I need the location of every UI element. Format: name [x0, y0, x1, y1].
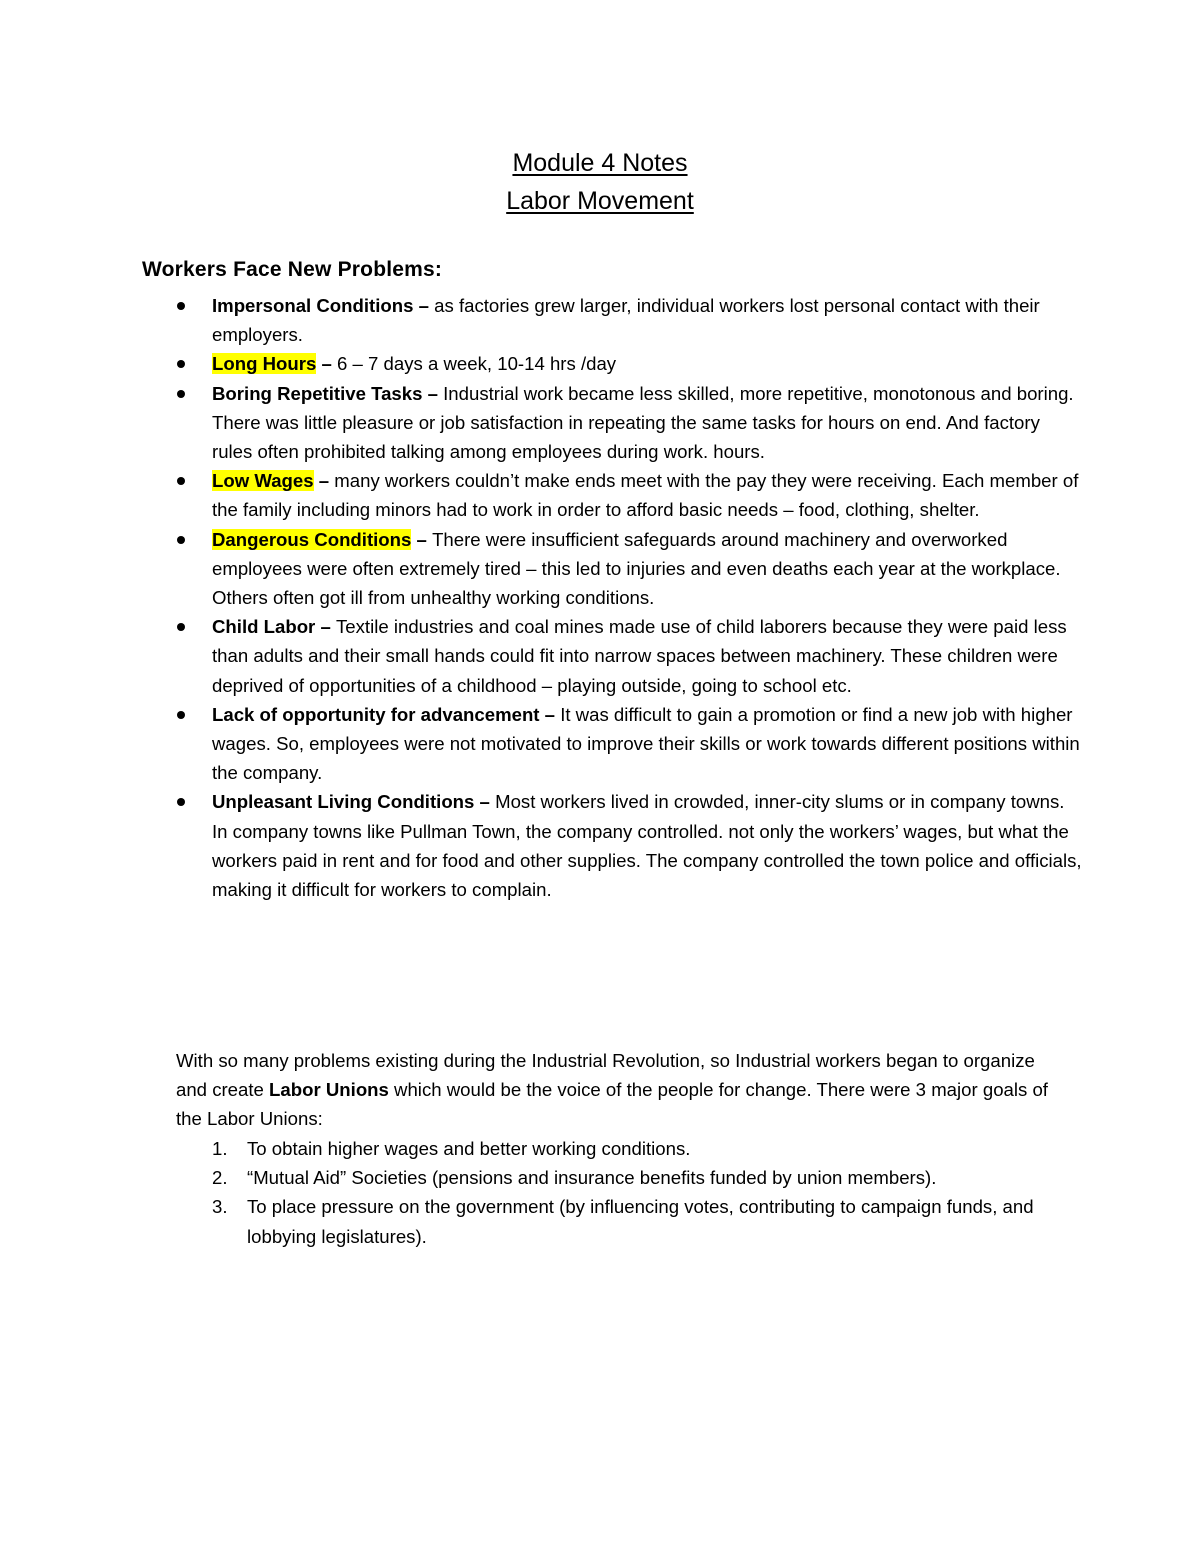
labor-unions-term: Labor Unions — [269, 1079, 389, 1101]
bullet-icon — [177, 536, 185, 544]
goals-list — [212, 1134, 1087, 1251]
list-item — [212, 1163, 1087, 1192]
problem-text: Textile industries and coal mines made use of child laborers because they were paid less than adults and their small hands could fit into narrow spaces between machinery. These children were deprived of opportunities of a childhood – playing outside, going to school etc. — [212, 616, 1067, 696]
list-item — [212, 291, 1082, 349]
problem-text: Industrial work became less skilled, more repetitive, monotonous and boring. There was little pleasure or job satisfaction in repeating the same tasks for hours on end. And factory rules often prohibited talking among employees during work. hours. — [212, 382, 1074, 463]
problem-text: There were insufficient safeguards around machinery and overworked employees were often extremely tired – this led to injuries and even deaths each year at the workplace. Others often got ill from unhealthy working conditions. — [212, 528, 1061, 609]
problem-dash: – — [315, 616, 336, 638]
list-item — [212, 700, 1082, 788]
goal-text: “Mutual Aid” Societies (pensions and insurance benefits funded by union members). — [247, 1167, 937, 1189]
goal-number: 3. — [212, 1196, 228, 1218]
list-item — [212, 379, 1082, 467]
page-subtitle: Labor Movement — [506, 187, 694, 215]
problem-text: It was difficult to gain a promotion or find a new job with higher wages. So, employees were not motivated to improve their skills or work towards different positions within the company. — [212, 703, 1080, 784]
problems-list — [212, 291, 1082, 904]
bullet-icon — [177, 798, 185, 806]
problem-dash: – — [313, 470, 335, 492]
title-block — [0, 144, 1200, 220]
summary-paragraph — [176, 1046, 1056, 1134]
problem-term: Child Labor — [212, 616, 316, 638]
page-title: Module 4 Notes — [512, 149, 688, 177]
problem-term: Dangerous Conditions — [212, 528, 412, 550]
problem-term: Lack of opportunity for advancement — [212, 703, 540, 725]
list-item — [212, 349, 1082, 378]
goal-text: To obtain higher wages and better working conditions. — [247, 1138, 691, 1159]
list-item — [212, 1134, 1087, 1163]
bullet-icon — [177, 302, 185, 310]
list-item — [212, 787, 1082, 904]
problem-dash: – — [474, 791, 496, 813]
problem-term: Low Wages — [212, 470, 314, 492]
bullet-icon — [177, 360, 185, 368]
bullet-icon — [177, 623, 185, 631]
summary-text-end: which would be the voice of the people for change. There were 3 major goals of the Labor Unions: — [176, 1079, 1048, 1130]
problem-dash: – — [422, 382, 444, 404]
problem-term: Impersonal Conditions — [212, 295, 414, 316]
problem-term: Long Hours — [212, 353, 317, 375]
list-item — [212, 525, 1082, 613]
problem-text: 6 – 7 days a week, 10-14 hrs /day — [337, 353, 617, 375]
list-item — [212, 612, 1082, 700]
summary-text: With so many problems existing during the Industrial Revolution, so Industrial workers began to organize and create — [176, 1050, 1035, 1101]
problem-dash: – — [539, 703, 561, 725]
bullet-icon — [177, 477, 185, 485]
bullet-icon — [177, 711, 185, 719]
problem-dash: – — [316, 353, 338, 375]
problem-text: as factories grew larger, individual workers lost personal contact with their employers. — [212, 295, 1040, 346]
list-item — [212, 1192, 1087, 1250]
bullet-icon — [177, 390, 185, 398]
section-heading: Workers Face New Problems: — [142, 258, 443, 281]
list-item — [212, 466, 1082, 524]
problem-term: Boring Repetitive Tasks — [212, 382, 423, 404]
problem-text: Most workers lived in crowded, inner-city slums or in company towns. In company towns like Pullman Town, the company controlled. not only the workers’ wages, but what the workers paid in rent and for food and other supplies. The company controlled the town police and officials, making it difficult for workers to complain. — [212, 791, 1082, 901]
problem-term: Unpleasant Living Conditions — [212, 791, 475, 813]
problem-text: many workers couldn’t make ends meet with the pay they were receiving. Each member of the family including minors had to work in order to afford basic needs – food, clothing, shelter. — [212, 470, 1079, 521]
goal-number: 2. — [212, 1167, 228, 1189]
problem-dash: – — [411, 528, 433, 550]
problem-dash: – — [413, 295, 435, 316]
goal-number: 1. — [212, 1138, 228, 1159]
goal-text: To place pressure on the government (by influencing votes, contributing to campaign funds, and lobbying legislatures). — [247, 1196, 1034, 1247]
